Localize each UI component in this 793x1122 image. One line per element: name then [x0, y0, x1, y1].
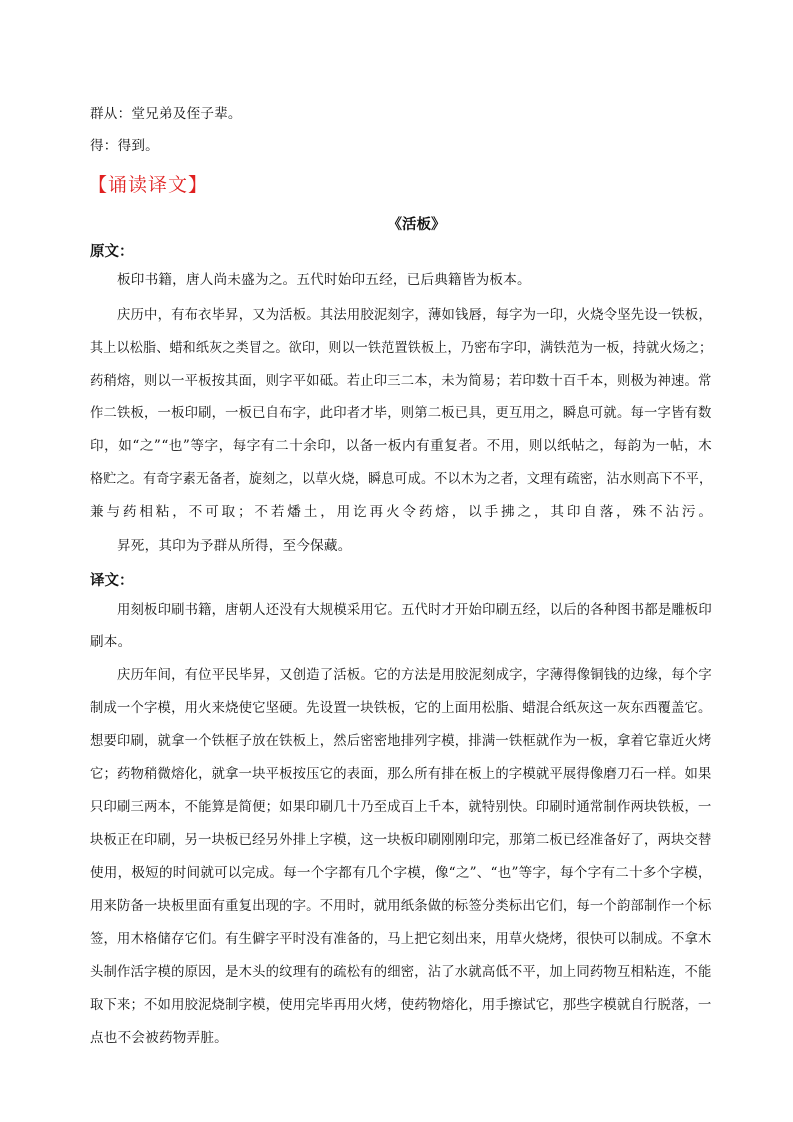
original-line: 印，如“之”“也”等字，每字有二十余印，以备一板内有重复者。不用，则以纸帖之，每韵为一帖，木 — [90, 438, 713, 454]
translation-line: 用刻板印刷书籍，唐朝人还没有大规模采用它。五代时才开始印刷五经，以后的各种图书都是雕板印 — [117, 602, 712, 618]
original-line: 作二铁板，一板印刷，一板已自布字，此印者才毕，则第二板已具，更互用之，瞬息可就。每一字皆有数 — [90, 405, 712, 421]
translation-line: 用来防备一块板里面有重复出现的字。不用时，就用纸条做的标签分类标出它们，每一个韵部制作一个标 — [90, 898, 712, 914]
original-label: 原文： — [90, 244, 134, 260]
glossary-item: 得：得到。 — [90, 138, 159, 154]
translation-line: 签，用木格储存它们。有生僻字平时没有准备的，马上把它刻出来，用草火烧烤，很快可以制成。不拿木 — [90, 931, 712, 947]
original-line: 药稍熔，则以一平板按其面，则字平如砥。若止印三二本，未为简易；若印数十百千本，则极为神速。常 — [90, 373, 712, 389]
glossary-item: 群从：堂兄弟及侄子辈。 — [90, 106, 242, 122]
translation-line: 它；药物稍微熔化，就拿一块平板按压它的表面，那么所有排在板上的字模就平展得像磨刀石一样。如果 — [90, 766, 712, 782]
original-line: 庆历中，有布衣毕昇，又为活板。其法用胶泥刻字，薄如钱唇，每字为一印，火烧令坚先设一铁板， — [117, 307, 712, 323]
translation-line: 点也不会被药物弄脏。 — [90, 1030, 228, 1046]
translation-line: 块板正在印刷，另一块板已经另外排上字模，这一块板印刷刚刚印完，那第二板已经准备好了，两块交替 — [90, 832, 712, 848]
text-title: 《活板》 — [387, 217, 446, 233]
translation-line: 刷本。 — [90, 634, 132, 650]
translation-line: 头制作活字模的原因，是木头的纹理有的疏松有的细密，沾了水就高低不平，加上同药物互相粘连，不能 — [90, 964, 712, 980]
translation-line: 庆历年间，有位平民毕昇，又创造了活板。它的方法是用胶泥刻成字，字薄得像铜钱的边缘，每个字 — [117, 667, 712, 683]
original-line: 板印书籍，唐人尚未盛为之。五代时始印五经，已后典籍皆为板本。 — [117, 272, 531, 288]
original-line: 昇死，其印为予群从所得，至今保藏。 — [117, 538, 352, 554]
translation-line: 只印刷三两本，不能算是简便；如果印刷几十乃至成百上千本，就特别快。印刷时通常制作两块铁板，一 — [90, 799, 712, 815]
section-heading: 【诵读译文】 — [88, 174, 209, 196]
translation-line: 取下来；不如用胶泥烧制字模，使用完毕再用火烤，使药物熔化，用手擦试它，那些字模就自行脱落，一 — [90, 997, 712, 1013]
original-line: 兼与药相粘，不可取；不若燔土，用讫再火令药熔，以手拂之，其印自落，殊不沾污。 — [90, 504, 715, 520]
translation-line: 制成一个字模，用火来烧使它坚硬。先设置一块铁板，它的上面用松脂、蜡混合纸灰这一灰东西覆盖它。 — [90, 700, 712, 716]
translation-line: 使用，极短的时间就可以完成。每一个字都有几个字模，像“之”、“也”等字，每个字有二十多个字模， — [90, 865, 712, 881]
original-line: 其上以松脂、蜡和纸灰之类冒之。欲印，则以一铁范置铁板上，乃密布字印，满铁范为一板，持就火炀之； — [90, 340, 713, 356]
translation-line: 想要印刷，就拿一个铁框子放在铁板上，然后密密地排列字模，排满一铁框就作为一板，拿着它靠近火烤 — [90, 733, 712, 749]
original-line: 格贮之。有奇字素无备者，旋刻之，以草火烧，瞬息可成。不以木为之者，文理有疏密，沾水则高下不平， — [90, 471, 713, 487]
translation-label: 译文： — [90, 573, 134, 589]
